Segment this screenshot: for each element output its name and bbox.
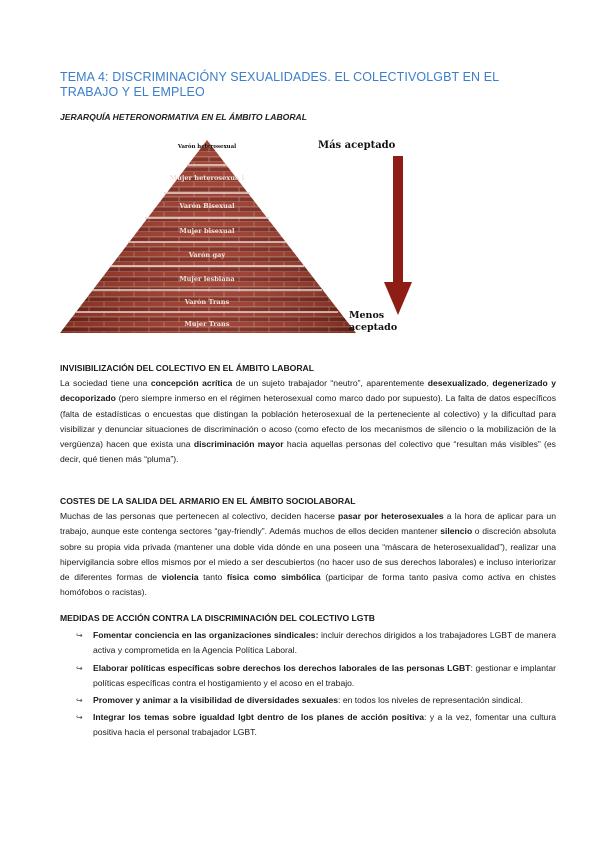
measures-list	[60, 628, 556, 740]
down-arrow	[384, 156, 412, 315]
list-item: ↪ Integrar los temas sobre igualdad lgbt dentro de los planes de acción positiva: y a la vez, fomentar una cultura positiva hacia el personal trabajador LGBT.	[76, 712, 556, 738]
least-accepted-label: aceptado	[349, 322, 398, 333]
level-label: Varón gay	[188, 251, 226, 259]
list-item: ↪ Promover y animar a la visibilidad de diversidades sexuales: en todos los niveles de representación sindical.	[76, 693, 556, 708]
section-paragraph: La sociedad tiene una concepción acrítica de un sujeto trabajador “neutro”, aparentemente desexualizado, degenerizado y decoporizado (pero siempre inmerso en el régimen heterosexual como marco dado por supuesto). La falta de datos específicos (falta de estadísticas o encuestas que distingan la población heterosexual de la perteneciente al colectivo) y la dificultad para visibilizar y denunciar situaciones de discriminación o acoso (como efecto de los mecanismos de silencio o la mobilización de la vergüenza) hacen que exista una discriminación mayor hacia aquellas personas del colectivo que “resultan más visibles” (es decir, qué tienen más “pluma”).	[60, 378, 557, 465]
section-heading: COSTES DE LA SALIDA DEL ARMARIO EN EL ÁMBITO SOCIOLABORAL	[60, 496, 356, 506]
figure-caption: JERARQUÍA HETERONORMATIVA EN EL ÁMBITO LABORAL	[60, 112, 307, 122]
section-costes-armario	[60, 494, 556, 600]
level-label: Varón heterosexual	[177, 144, 237, 150]
level-label: Mujer bisexual	[179, 227, 235, 235]
section-medidas-accion	[60, 611, 556, 743]
level-label: Mujer heterosexua l	[169, 174, 245, 182]
page-title: TEMA 4: DISCRIMINACIÓNY SEXUALIDADES. EL COLECTIVOLGBT EN EL TRABAJO Y EL EMPLEO	[60, 70, 499, 99]
arrow-bullet-icon: ↪	[76, 713, 83, 723]
hierarchy-pyramid	[60, 132, 420, 342]
level-label: Mujer Trans	[184, 320, 230, 328]
section-heading: INVISIBILIZACIÓN DEL COLECTIVO EN EL ÁMBITO LABORAL	[60, 363, 315, 373]
section-paragraph: Muchas de las personas que pertenecen al colectivo, deciden hacerse pasar por heterosexuales a la hora de aplicar para un trabajo, aunque este contenga sectores “gay-friendly”. Además muchos de ellos deciden mantener silencio o discreción absoluta sobre su propia vida privada (mantener una doble vida dónde en una poseen una “máscara de heterosexualidad”), realizar una hipervigilancia sobre ellos mismos por el miedo a ser descubiertos (no hacer uso de sus derechos laborales) e incluso interiorizar de diferentes formas de violencia tanto física como simbólica (participar de forma tanto pasiva como activa en chistes homófobos o racistas).	[60, 511, 557, 598]
arrow-bullet-icon: ↪	[76, 663, 83, 673]
level-label: Mujer lesbiana	[179, 275, 235, 283]
section-heading: MEDIDAS DE ACCIÓN CONTRA LA DISCRIMINACIÓN DEL COLECTIVO LGTB	[60, 613, 375, 623]
list-item: ↪ Fomentar conciencia en las organizaciones sindicales: incluir derechos dirigidos a los trabajadores LGBT de manera activa y comprometida en la Agencia Política Laboral.	[76, 630, 556, 656]
arrow-bullet-icon: ↪	[76, 696, 83, 706]
list-item: ↪ Elaborar políticas específicas sobre derechos los derechos laborales de las personas LGBT: gestionar e implantar políticas específicas contra el hostigamiento y el acoso en el trabajo.	[76, 662, 557, 688]
level-label: Varón Bisexual	[179, 202, 235, 210]
arrow-bullet-icon: ↪	[76, 631, 83, 641]
section-invisibilizacion	[60, 361, 556, 467]
level-label: Varón Trans	[184, 298, 230, 306]
least-accepted-label: Menos	[349, 310, 385, 321]
most-accepted-label: Más aceptado	[318, 140, 396, 151]
